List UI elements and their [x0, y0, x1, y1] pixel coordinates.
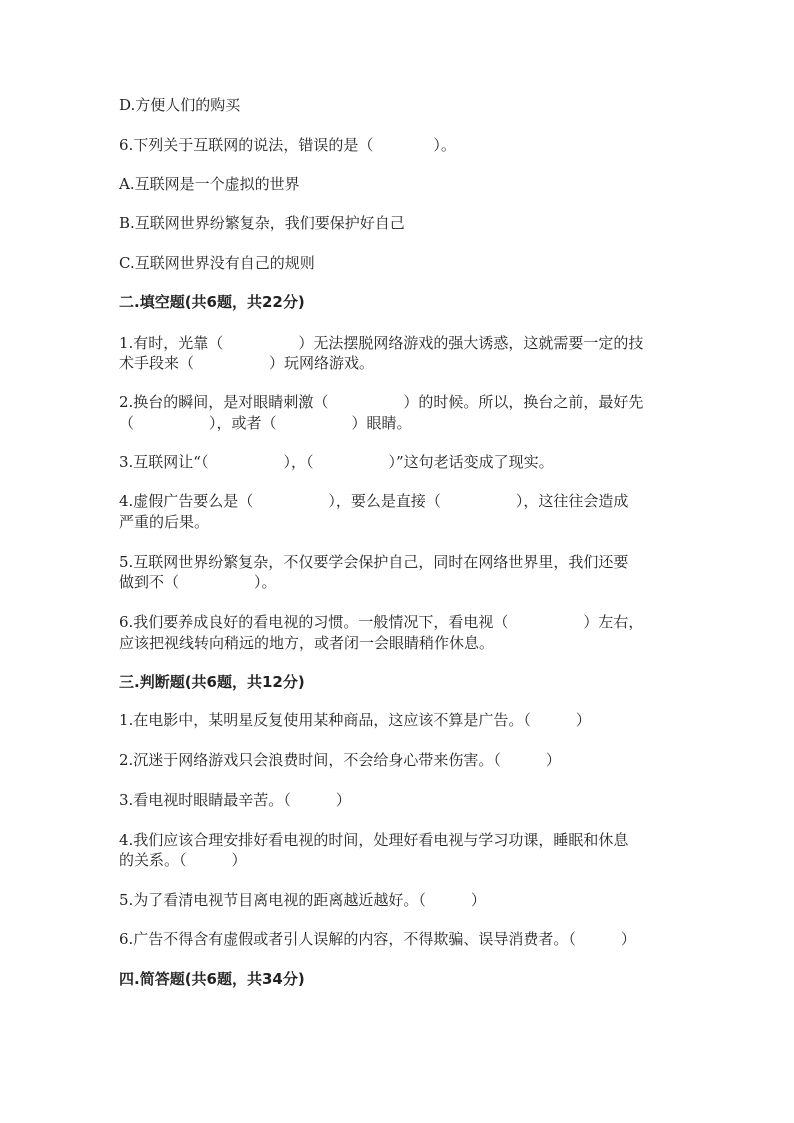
fill-q1-line1: 1.有时，光靠（ ）无法摆脱网络游戏的强大诱惑，这就需要一定的技 — [119, 334, 644, 352]
fill-q2-line2: （ ），或者（ ）眼睛。 — [119, 414, 412, 432]
fill-q6-line2: 应该把视线转向稍远的地方，或者闭一会眼睛稍作休息。 — [119, 634, 495, 652]
judge-q1: 1.在电影中，某明星反复使用某种商品，这应该不算是广告。（ ） — [119, 711, 591, 729]
fill-q5-line2: 做到不（ ）。 — [119, 573, 277, 591]
judge-q4-line2: 的关系。（ ） — [119, 851, 247, 869]
option-a-q6: A.互联网是一个虚拟的世界 — [119, 175, 300, 193]
option-b-q6: B.互联网世界纷繁复杂，我们要保护好自己 — [119, 214, 405, 232]
judge-q3: 3.看电视时眼睛最辛苦。（ ） — [119, 791, 351, 809]
fill-q3: 3.互联网让“（ ），（ ）”这句老话变成了现实。 — [119, 453, 554, 471]
judge-q5: 5.为了看清电视节目离电视的距离越近越好。（ ） — [119, 891, 486, 909]
question-6-choice: 6.下列关于互联网的说法，错误的是（ ）。 — [119, 136, 456, 154]
fill-q4-line1: 4.虚假广告要么是（ ），要么是直接（ ），这往往会造成 — [119, 492, 629, 510]
fill-q5-line1: 5.互联网世界纷繁复杂，不仅要学会保护自己，同时在网络世界里，我们还要 — [119, 553, 629, 571]
option-c-q6: C.互联网世界没有自己的规则 — [119, 254, 315, 272]
judge-q2: 2.沉迷于网络游戏只会浪费时间，不会给身心带来伤害。（ ） — [119, 751, 561, 769]
fill-q6-line1: 6.我们要养成良好的看电视的习惯。一般情况下，看电视（ ）左右， — [119, 613, 644, 631]
fill-q2-line1: 2.换台的瞬间，是对眼睛刺激（ ）的时候。所以，换台之前，最好先 — [119, 393, 644, 411]
section-heading-fill-in: 二.填空题(共6题，共22分) — [119, 293, 305, 311]
fill-q1-line2: 术手段来（ ）玩网络游戏。 — [119, 354, 375, 372]
judge-q6: 6.广告不得含有虚假或者引人误解的内容，不得欺骗、误导消费者。（ ） — [119, 930, 636, 948]
judge-q4-line1: 4.我们应该合理安排好看电视的时间，处理好看电视与学习功课，睡眠和休息 — [119, 831, 629, 849]
fill-q4-line2: 严重的后果。 — [119, 513, 210, 531]
option-d-q5: D.方便人们的购买 — [119, 96, 241, 114]
section-heading-short-answer: 四.简答题(共6题，共34分) — [119, 970, 305, 988]
section-heading-true-false: 三.判断题(共6题，共12分) — [119, 673, 305, 691]
